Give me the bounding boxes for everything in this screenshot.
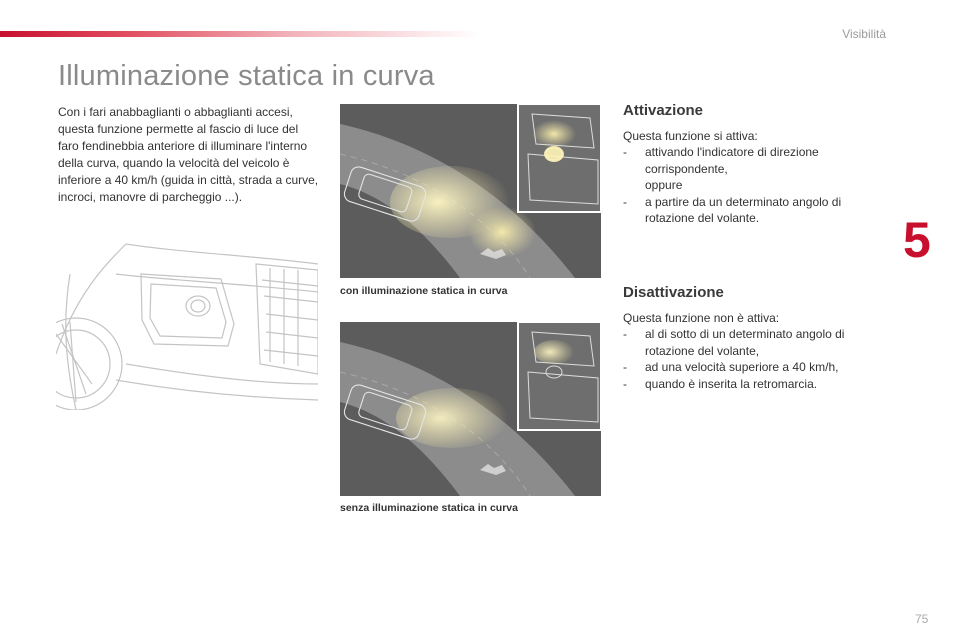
cornering-light-diagram-on — [340, 104, 601, 278]
list-item: - al di sotto di un determinato angolo di rotazione del volante, — [623, 327, 845, 358]
activation-list — [623, 144, 863, 227]
deactivation-intro: Questa funzione non è attiva: — [623, 310, 780, 325]
activation-heading: Attivazione — [623, 102, 704, 119]
intro-paragraph: Con i fari anabbaglianti o abbaglianti accesi, questa funzione permette al fascio di luce del faro fendinebbia anteriore di illuminare l'interno della curva, quando la velocità del veicolo è inferiore a 40 km/h (guida in città, strada a curve, incroci, manovre di parcheggio ...). — [58, 105, 319, 204]
figure-without-cornering-light — [340, 322, 601, 496]
front-bumper-illustration — [56, 234, 318, 410]
deactivation-heading: Disattivazione — [623, 284, 724, 301]
deactivation-list — [623, 326, 863, 392]
figure-caption-with: con illuminazione statica in curva — [340, 285, 508, 297]
deactivation-section — [623, 285, 863, 392]
list-item: - attivando l'indicatore di direzione corrispondente, oppure — [623, 145, 819, 192]
list-item: - ad una velocità superiore a 40 km/h, — [623, 360, 839, 374]
activation-intro: Questa funzione si attiva: — [623, 128, 758, 143]
page-number: 75 — [915, 612, 929, 626]
activation-section — [623, 103, 863, 227]
page-title: Illuminazione statica in curva — [58, 60, 435, 92]
header-accent-bar — [0, 31, 480, 37]
section-name: Visibilità — [842, 27, 886, 41]
list-item: - a partire da un determinato angolo di rotazione del volante. — [623, 194, 842, 225]
cornering-light-diagram-off — [340, 322, 601, 496]
bumper-line-drawing — [56, 234, 318, 410]
chapter-number: 5 — [903, 212, 931, 268]
list-item: - quando è inserita la retromarcia. — [623, 376, 818, 391]
figure-caption-without: senza illuminazione statica in curva — [340, 502, 518, 514]
figure-with-cornering-light — [340, 104, 601, 278]
